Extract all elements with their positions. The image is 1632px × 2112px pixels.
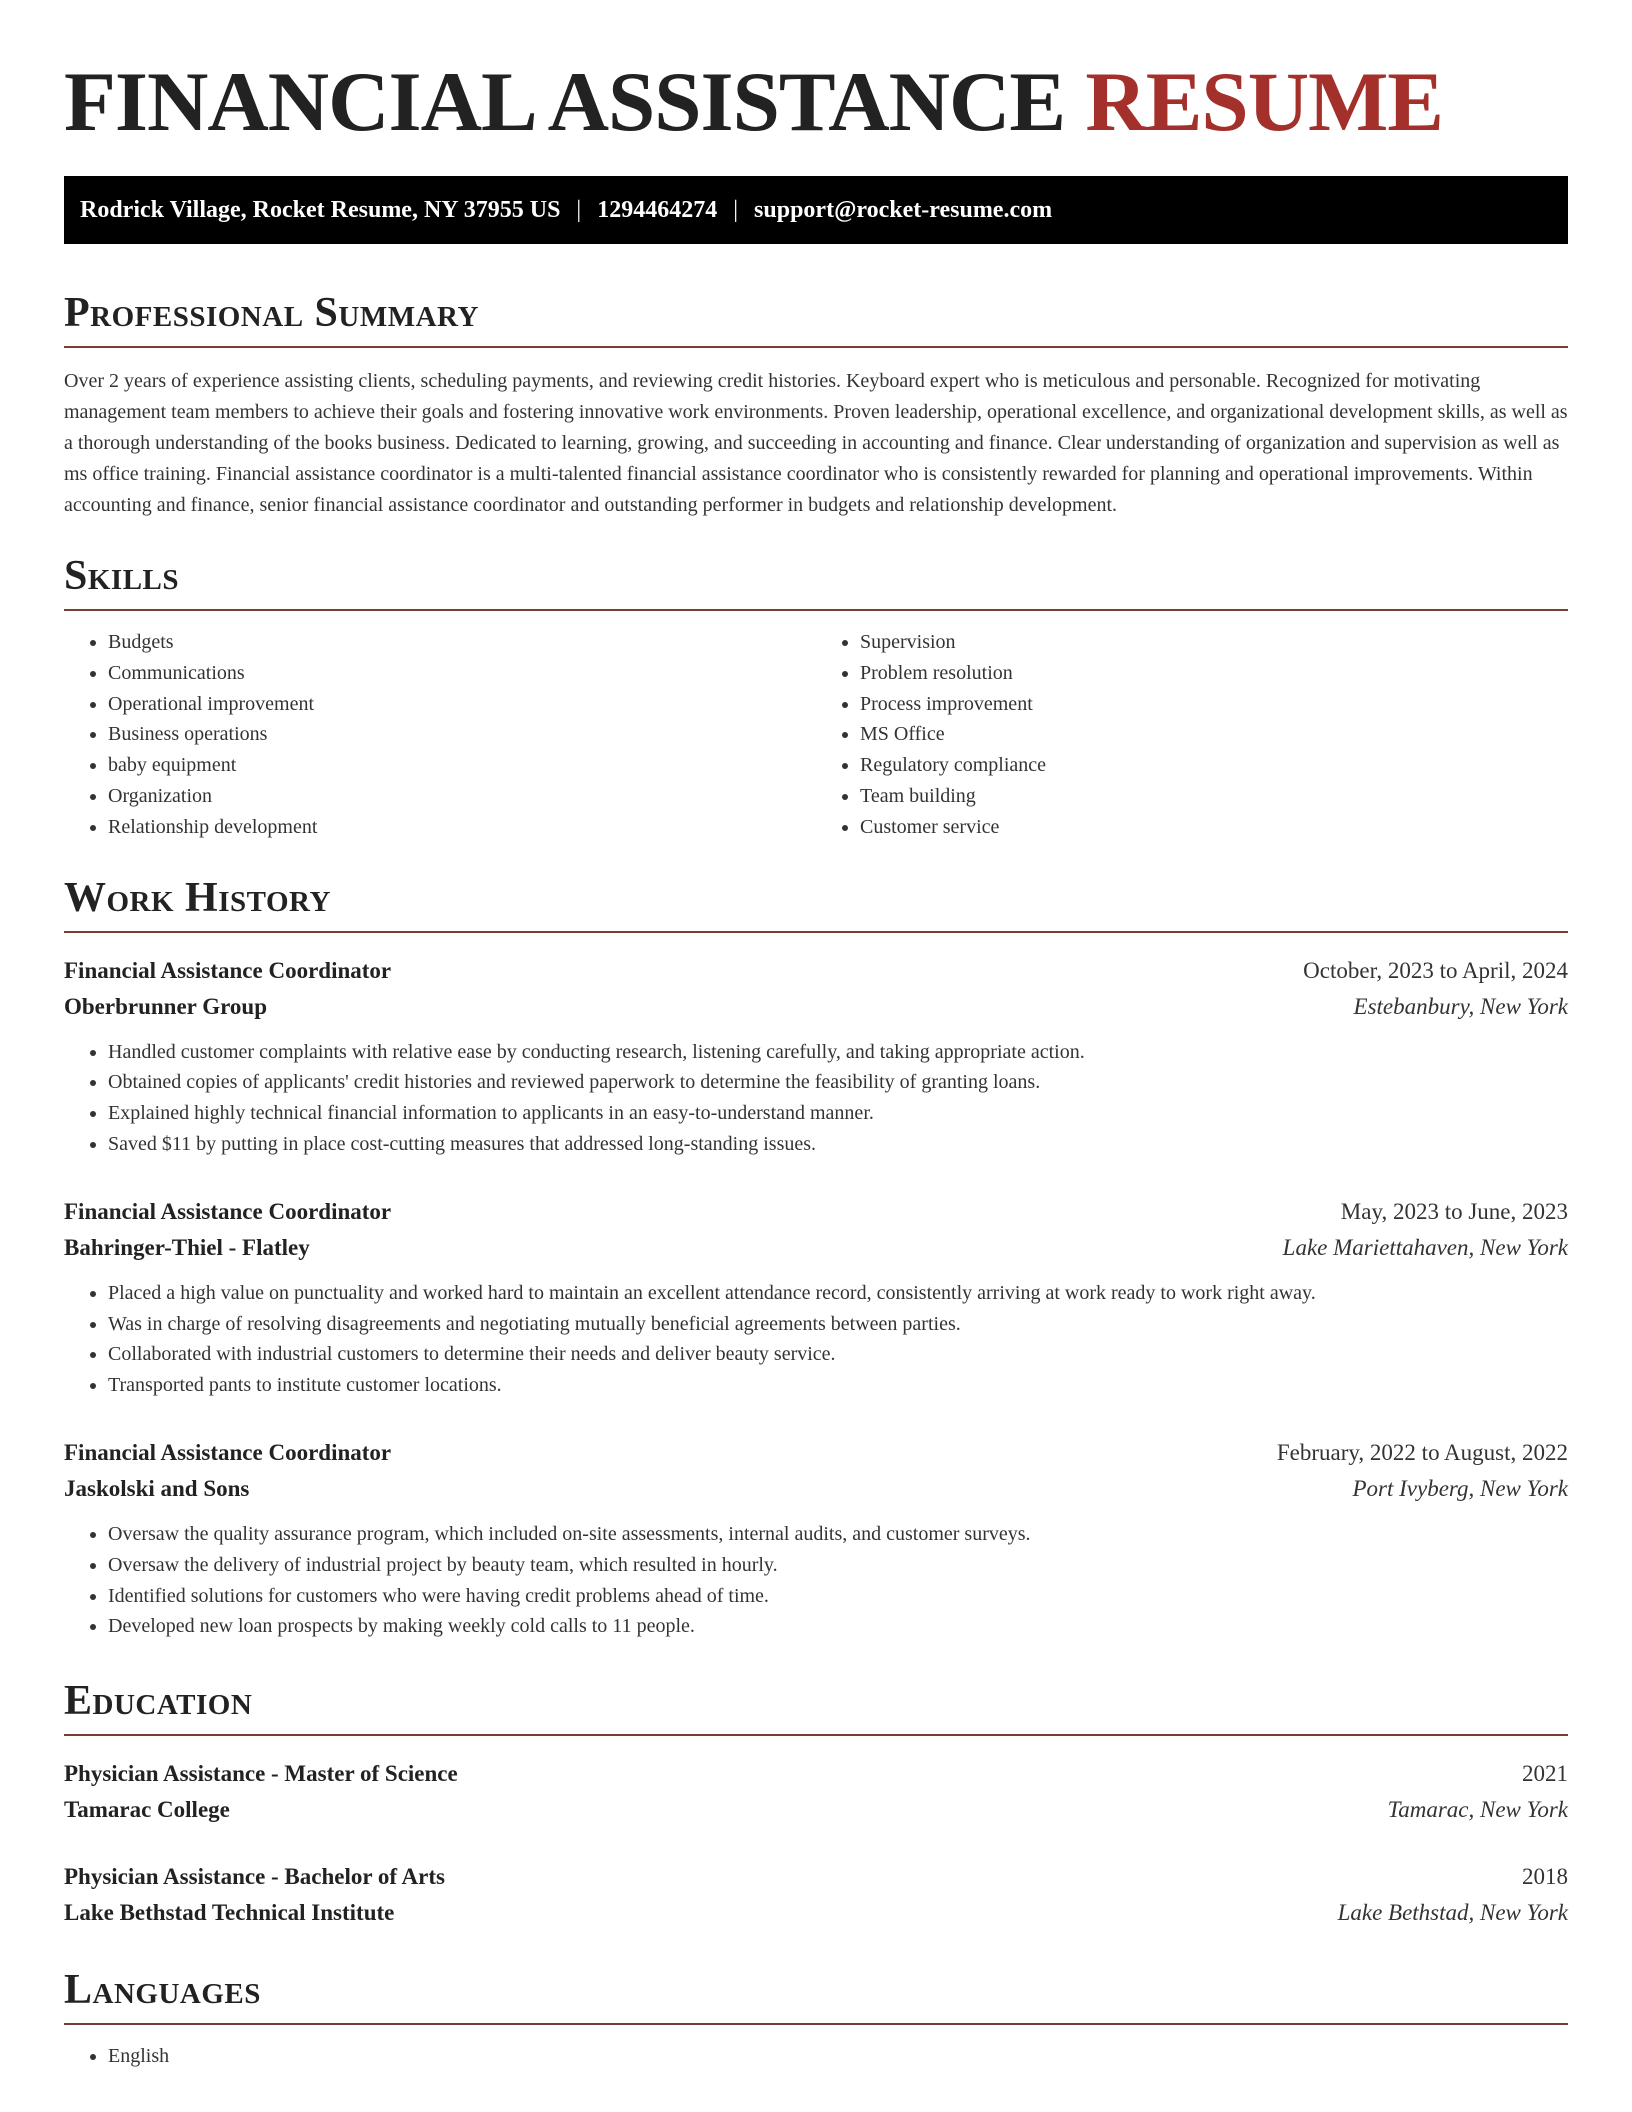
skill-item: • Regulatory compliance (860, 750, 1568, 781)
education-school-row (64, 1792, 1568, 1828)
summary-text: Over 2 years of experience assisting clients, scheduling payments, and reviewing credit histories. Keyboard expert who is meticulous and personable. Recognized for motivating management team members to achieve their goals and fostering innovative work environments. Proven leadership, operational excellence, and organizational development skills, as well as a thorough understanding of the books business. Dedicated to learning, growing, and succeeding in accounting and finance. Clear understanding of organization and supervision as well as ms office training. Financial assistance coordinator is a multi-talented financial assistance coordinator who is consistently rewarded for planning and operational improvements. Within accounting and finance, senior financial assistance coordinator and outstanding performer in budgets and relationship development. (64, 370, 1568, 516)
job-company: Oberbrunner Group (64, 993, 267, 1019)
job-company-row (64, 1230, 1568, 1266)
job-bullet: • Obtained copies of applicants' credit histories and reviewed paperwork to determine the feasibility of granting loans. (108, 1067, 1568, 1098)
job-bullet: • Was in charge of resolving disagreements and negotiating mutually beneficial agreements between parties. (108, 1309, 1568, 1340)
skills-grid (64, 627, 1568, 843)
education-entry (64, 1756, 1568, 1828)
skill-item: • Organization (108, 781, 816, 812)
job-dates: February, 2022 to August, 2022 (1276, 1439, 1568, 1465)
job-company-row (64, 1471, 1568, 1507)
resume-title (64, 0, 1568, 152)
contact-email[interactable]: support@rocket-resume.com (754, 196, 1053, 223)
skill-item: • MS Office (860, 719, 1568, 750)
job-header-row (64, 953, 1568, 989)
skill-item: • Relationship development (108, 812, 816, 843)
title-main: FINANCIAL ASSISTANCE (64, 55, 1066, 149)
education-year: 2021 (1522, 1761, 1568, 1787)
job-company-row (64, 989, 1568, 1025)
skill-item: • Operational improvement (108, 689, 816, 720)
skill-item: • Budgets (108, 627, 816, 658)
section-heading-education: Education (64, 1676, 1568, 1736)
education-degree-row (64, 1756, 1568, 1792)
education-school: Tamarac College (64, 1797, 230, 1823)
contact-phone: 1294464274 (597, 196, 718, 223)
section-heading-work: Work History (64, 873, 1568, 933)
skill-item: • Problem resolution (860, 658, 1568, 689)
skills-section (64, 551, 1568, 843)
skill-item: • Communications (108, 658, 816, 689)
languages-list (64, 2041, 1568, 2072)
work-history-section (64, 873, 1568, 1643)
job-bullet: • Transported pants to institute customer locations. (108, 1370, 1568, 1401)
education-entry (64, 1859, 1568, 1931)
job-bullet: • Handled customer complaints with relative ease by conducting research, listening carefully, and taking appropriate action. (108, 1037, 1568, 1068)
job-bullet: • Saved $11 by putting in place cost-cutting measures that addressed long-standing issues. (108, 1129, 1568, 1160)
job-bullets (64, 1519, 1568, 1642)
job-entry (64, 1435, 1568, 1642)
job-bullet: • Oversaw the quality assurance program, which included on-site assessments, internal audits, and customer surveys. (108, 1519, 1568, 1550)
job-bullet: • Placed a high value on punctuality and worked hard to maintain an excellent attendance record, consistently arriving at work ready to work right away. (108, 1278, 1568, 1309)
education-year: 2018 (1522, 1864, 1568, 1890)
job-title: Financial Assistance Coordinator (64, 1198, 392, 1224)
skill-item: • Supervision (860, 627, 1568, 658)
job-bullets (64, 1278, 1568, 1401)
education-degree-row (64, 1859, 1568, 1895)
section-heading-languages: Languages (64, 1965, 1568, 2025)
education-school: Lake Bethstad Technical Institute (64, 1900, 395, 1926)
education-location: Lake Bethstad, New York (1337, 1900, 1568, 1926)
professional-summary-section (64, 288, 1568, 521)
title-accent: RESUME (1085, 55, 1444, 149)
skills-list-right (816, 627, 1568, 843)
skill-item: • Customer service (860, 812, 1568, 843)
education-school-row (64, 1895, 1568, 1931)
job-bullet: • Oversaw the delivery of industrial project by beauty team, which resulted in hourly. (108, 1550, 1568, 1581)
job-company: Jaskolski and Sons (64, 1475, 250, 1501)
job-entry (64, 953, 1568, 1160)
section-heading-skills: Skills (64, 551, 1568, 611)
skill-item: • Process improvement (860, 689, 1568, 720)
job-header-row (64, 1194, 1568, 1230)
job-bullet: • Identified solutions for customers who were having credit problems ahead of time. (108, 1581, 1568, 1612)
languages-section (64, 1965, 1568, 2072)
education-degree: Physician Assistance - Bachelor of Arts (64, 1864, 445, 1890)
language-item: • English (108, 2041, 1568, 2072)
job-location: Estebanbury, New York (1353, 993, 1568, 1019)
education-section (64, 1676, 1568, 1931)
skill-item: • Team building (860, 781, 1568, 812)
job-title: Financial Assistance Coordinator (64, 957, 392, 983)
job-dates: October, 2023 to April, 2024 (1303, 957, 1568, 983)
job-title: Financial Assistance Coordinator (64, 1439, 392, 1465)
job-bullet: • Collaborated with industrial customers to determine their needs and deliver beauty service. (108, 1339, 1568, 1370)
skill-item: • baby equipment (108, 750, 816, 781)
section-heading-summary: Professional Summary (64, 288, 1568, 348)
job-dates: May, 2023 to June, 2023 (1340, 1198, 1568, 1224)
job-bullet: • Developed new loan prospects by making weekly cold calls to 11 people. (108, 1611, 1568, 1642)
job-location: Port Ivyberg, New York (1352, 1475, 1568, 1501)
job-header-row (64, 1435, 1568, 1471)
skills-list-left (64, 627, 816, 843)
education-location: Tamarac, New York (1387, 1797, 1568, 1823)
contact-address: Rodrick Village, Rocket Resume, NY 37955 US (80, 196, 561, 223)
job-company: Bahringer-Thiel - Flatley (64, 1234, 310, 1260)
job-entry (64, 1194, 1568, 1401)
contact-separator: | (733, 196, 739, 223)
contact-bar (64, 176, 1568, 244)
contact-separator: | (576, 196, 582, 223)
job-bullets (64, 1037, 1568, 1160)
job-location: Lake Mariettahaven, New York (1282, 1234, 1568, 1260)
education-degree: Physician Assistance - Master of Science (64, 1761, 458, 1787)
job-bullet: • Explained highly technical financial information to applicants in an easy-to-understand manner. (108, 1098, 1568, 1129)
skill-item: • Business operations (108, 719, 816, 750)
